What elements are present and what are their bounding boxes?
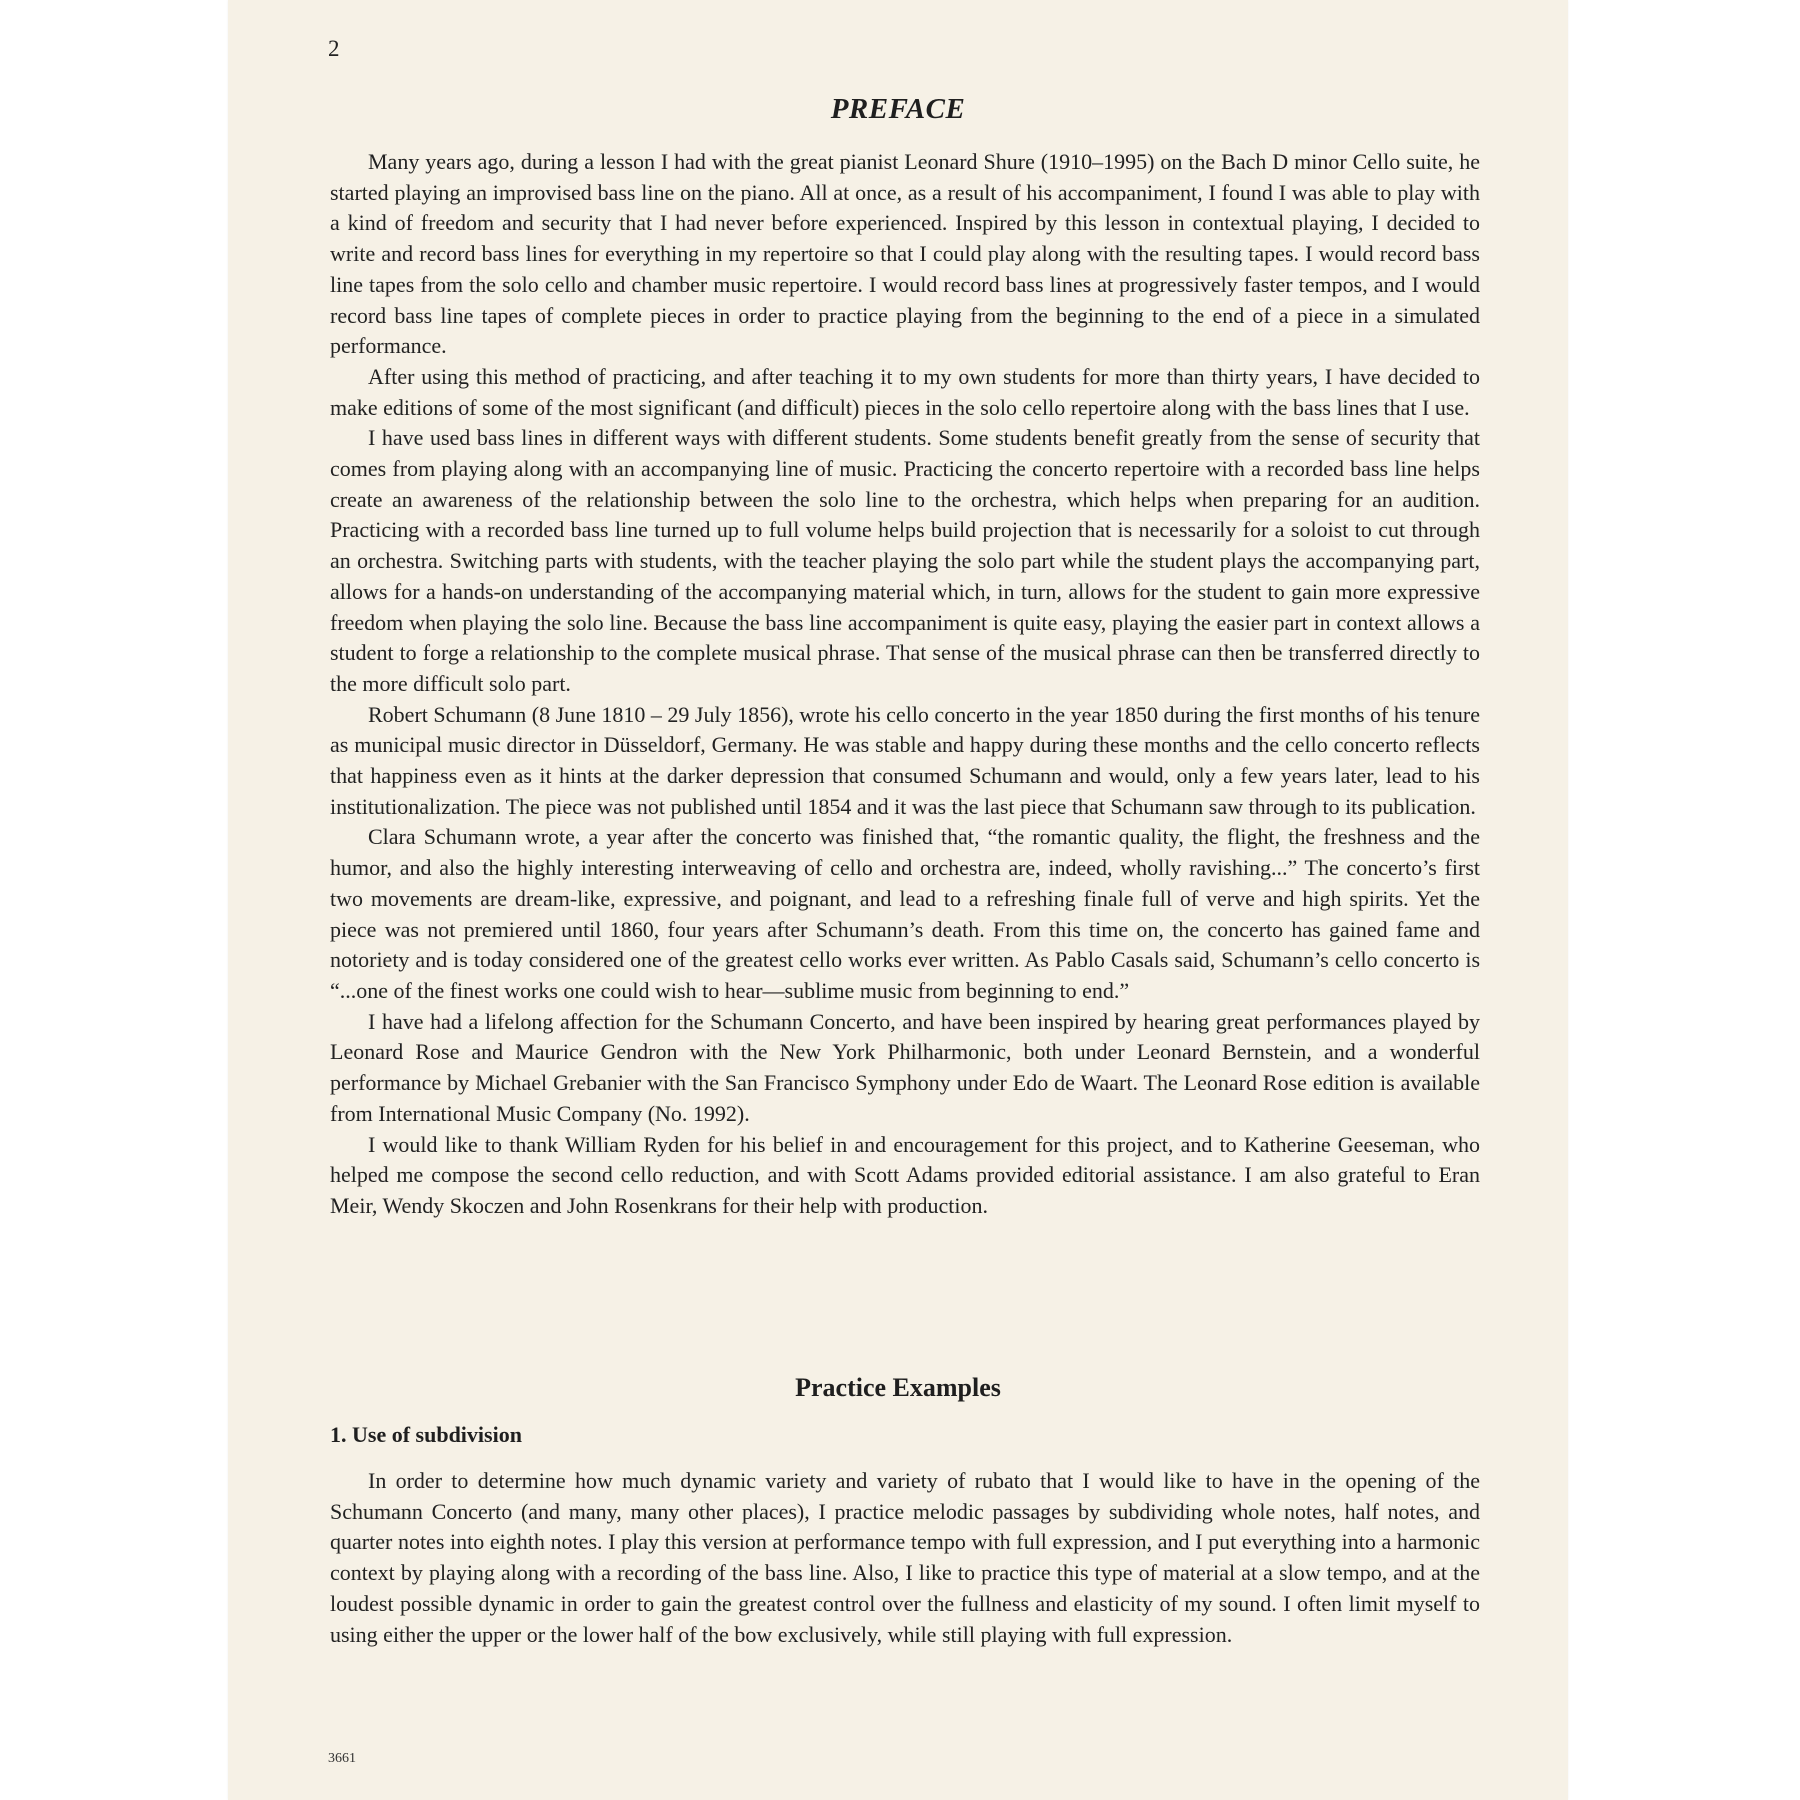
page-number: 2 [328, 36, 340, 61]
preface-paragraph-1: Many years ago, during a lesson I had with the great pianist Leonard Shure (1910–1995) on the Bach D minor Cello suite, he started playing an improvised bass line on the piano. All at once, as a result of his accompaniment, I found I was able to play with a kind of freedom and security that I had never before experienced. Inspired by this lesson in contextual playing, I decided to write and record bass lines for everything in my repertoire so that I could play along with the resulting tapes. I would record bass line tapes from the solo cello and chamber music repertoire. I would record bass lines at progressively faster tempos, and I would record bass line tapes of complete pieces in order to practice playing from the beginning to the end of a piece in a simulated performance. [330, 149, 1480, 359]
preface-paragraph-7: I would like to thank William Ryden for his belief in and encouragement for this project, and to Katherine Geeseman, who helped me compose the second cello reduction, and with Scott Adams provided editorial assistance. I am also grateful to Eran Meir, Wendy Skoczen and John Rosenkrans for their help with production. [330, 1131, 1480, 1218]
subdivision-paragraph-1: In order to determine how much dynamic variety and variety of rubato that I would like to have in the opening of the Schumann Concerto (and many, many other places), I practice melodic passages by subdividing whole notes, half notes, and quarter notes into eighth notes. I play this version at performance tempo with full expression, and I put everything into a harmonic context by playing along with a recording of the bass line. Also, I like to practice this type of material at a slow tempo, and at the loudest possible dynamic in order to gain the greatest control over the fullness and elasticity of my sound. I often limit myself to using either the upper or the lower half of the bow exclusively, while still playing with full expression. [330, 1468, 1480, 1647]
footer-catalog-number: 3661 [328, 1751, 356, 1766]
document-page [228, 0, 1568, 1800]
preface-paragraph-2: After using this method of practicing, and after teaching it to my own students for more than thirty years, I have decided to make editions of some of the most significant (and difficult) pieces in the solo cello repertoire along with the bass lines that I use. [330, 363, 1480, 420]
preface-paragraph-4: Robert Schumann (8 June 1810 – 29 July 1856), wrote his cello concerto in the year 1850 during the first months of his tenure as municipal music director in Düsseldorf, Germany. He was stable and happy during these months and the cello concerto reflects that happiness even as it hints at the darker depression that consumed Schumann and would, only a few years later, lead to his institutionalization. The piece was not published until 1854 and it was the last piece that Schumann saw through to its publication. [330, 701, 1481, 819]
preface-paragraph-6: I have had a lifelong affection for the Schumann Concerto, and have been inspired by hearing great performances played by Leonard Rose and Maurice Gendron with the New York Philharmonic, both under Leonard Bernstein, and a wonderful performance by Michael Grebanier with the San Francisco Symphony under Edo de Waart. The Leonard Rose edition is available from International Music Company (No. 1992). [330, 1008, 1480, 1126]
subdivision-body [330, 1466, 1480, 1650]
preface-paragraph-5: Clara Schumann wrote, a year after the concerto was finished that, “the romantic quality, the flight, the freshness and the humor, and also the highly interesting interweaving of cello and orchestra are, indeed, wholly ravishing...” The concerto’s first two movements are dream-like, expressive, and poignant, and lead to a refreshing finale full of verve and high spirits. Yet the piece was not premiered until 1860, four years after Schumann’s death. From this time on, the concerto has gained fame and notoriety and is today considered one of the greatest cello works ever written. As Pablo Casals said, Schumann’s cello concerto is “...one of the finest works one could wish to hear—sublime music from beginning to end.” [330, 824, 1480, 1003]
preface-paragraph-3: I have used bass lines in different ways with different students. Some students benefit greatly from the sense of security that comes from playing along with an accompanying line of music. Practicing the concerto repertoire with a recorded bass line helps create an awareness of the relationship between the solo line to the orchestra, which helps when preparing for an audition. Practicing with a recorded bass line turned up to full volume helps build projection that is necessarily for a soloist to cut through an orchestra. Switching parts with students, with the teacher playing the solo part while the student plays the accompanying part, allows for a hands-on understanding of the accompanying material which, in turn, allows for the student to gain more expressive freedom when playing the solo line. Because the bass line accompaniment is quite easy, playing the easier part in context allows a student to forge a relationship to the complete musical phrase. That sense of the musical phrase can then be transferred directly to the more difficult solo part. [330, 425, 1480, 696]
preface-title: PREFACE [830, 93, 966, 125]
practice-examples-heading: Practice Examples [795, 1373, 1001, 1402]
preface-body [330, 147, 1480, 1222]
subdivision-heading: 1. Use of subdivision [330, 1422, 522, 1447]
